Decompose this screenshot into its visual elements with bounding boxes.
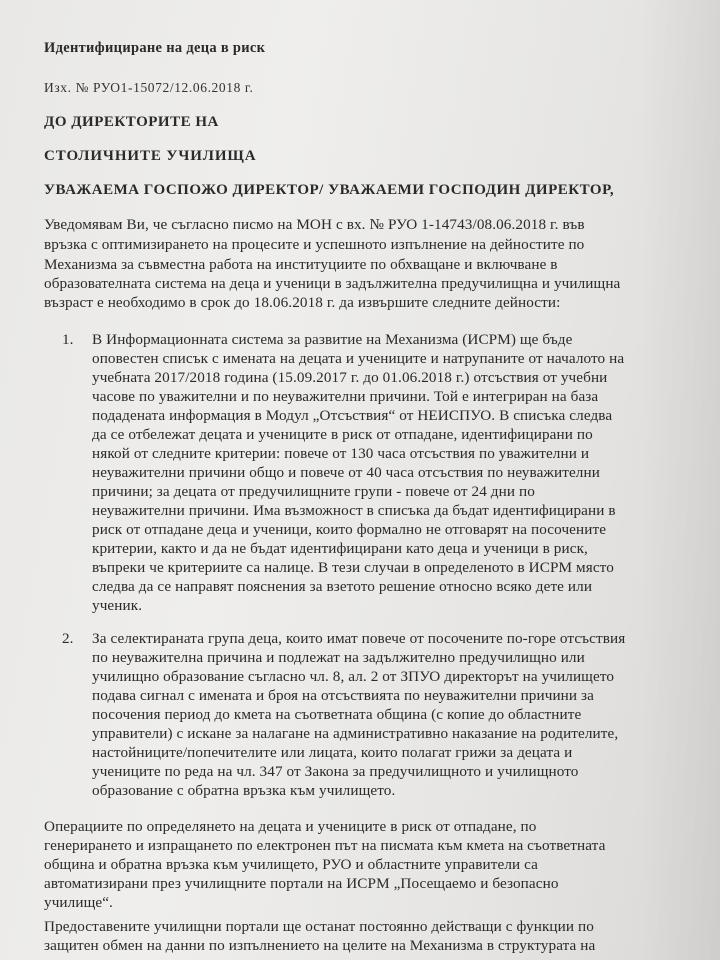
- list-number-1: 1.: [62, 331, 74, 348]
- item1-line: някой от следните критерии: повече от 130 часа отсъствия по уважителни и: [92, 445, 590, 462]
- para3-line: генерирането и изпращането по електронен път на писмата към кмета на съответната: [44, 837, 606, 854]
- salutation: УВАЖАЕМА ГОСПОЖО ДИРЕКТОР/ УВАЖАЕМИ ГОСПОДИН ДИРЕКТОР,: [44, 182, 615, 198]
- intro-line: Механизма за съвместна работа на институциите по обхващане и включване в: [44, 256, 558, 273]
- list-number-2: 2.: [62, 630, 74, 647]
- intro-line: връзка с оптимизирането на процесите и успешното изпълнение на дейностите по: [44, 236, 585, 253]
- addressee-line-1: ДО ДИРЕКТОРИТЕ НА: [44, 114, 219, 130]
- item2-line: образование с обратна връзка към училището.: [92, 782, 396, 799]
- item2-line: по неуважителна причина и подлежат на задължително предучилищно или: [92, 649, 585, 666]
- intro-line: Уведомявам Ви, че съгласно писмо на МОН с вх. № РУО 1-14743/08.06.2018 г. във: [44, 216, 585, 233]
- item1-line: следва да се направят пояснения за взетото решение относно всяко дете или: [92, 578, 593, 595]
- para3-line: училище“.: [44, 894, 113, 911]
- item2-line: управители) с искане за налагане на административно наказание на родителите,: [92, 725, 619, 742]
- item1-line: часове по уважителни и по неуважителни причини. Той е интегриран на база: [92, 388, 599, 405]
- item1-line: причини; за децата от предучилищните групи - повече от 24 дни по: [92, 483, 535, 500]
- item1-line: В Информационната система за развитие на Механизма (ИСРМ) ще бъде: [92, 331, 573, 348]
- item1-line: неуважителни причини. Има възможност в списъка да бъдат идентифицирани в: [92, 502, 616, 519]
- addressee-line-2: СТОЛИЧНИТЕ УЧИЛИЩА: [44, 148, 257, 164]
- para3-line: автоматизирани през училищните портали на ИСРМ „Посещаемо и безопасно: [44, 875, 559, 892]
- intro-line: възраст е необходимо в срок до 18.06.2018 г. да извършите следните дейности:: [44, 294, 561, 311]
- para4-line: Предоставените училищни портали ще останат постоянно действащи с функции по: [44, 918, 594, 935]
- document-title: Идентифициране на деца в риск: [44, 40, 266, 56]
- item1-line: въпреки че критериите са налице. В тези случаи в определеното в ИСРМ място: [92, 559, 614, 576]
- reference-number: Изх. № РУО1-15072/12.06.2018 г.: [44, 80, 254, 95]
- item2-line: посочения период до кмета на съответната община (с копие до областните: [92, 706, 582, 723]
- item1-line: учебната 2017/2018 година (15.09.2017 г. до 01.06.2018 г.) отсъствия от учебни: [92, 369, 608, 386]
- item2-line: подава сигнал с имената и броя на отсъствията по неуважителни причини за: [92, 687, 594, 704]
- item1-line: риск от отпадане деца и ученици, които формално не отговарят на посочените: [92, 521, 607, 538]
- item2-line: учениците по реда на чл. 347 от Закона за предучилищното и училищното: [92, 763, 579, 780]
- para3-line: община и обратна връзка към училището, РУО и областните управители са: [44, 856, 538, 873]
- item1-line: подадената информация в Модул „Отсъствия“ от НЕИСПУО. В списъка следва: [92, 407, 613, 424]
- para4-line: защитен обмен на данни по изпълнението на целите на Механизма в структурата на: [44, 937, 596, 954]
- item2-line: училищно образование съгласно чл. 8, ал. 2 от ЗПУО директорът на училището: [92, 668, 615, 685]
- item1-line: оповестен списък с имената на децата и учениците и натрупаните от началото на: [92, 350, 625, 367]
- item2-line: За селектираната група деца, които имат повече от посочените по-горе отсъствия: [92, 630, 626, 647]
- item1-line: да се отбележат децата и учениците в риск от отпадане, идентифицирани по: [92, 426, 593, 443]
- item1-line: ученик.: [92, 597, 143, 614]
- intro-line: образователната система на деца и ученици в задължителна предучилищна и училищна: [44, 275, 621, 292]
- item1-line: критерии, както и да не бъдат идентифицирани като деца и ученици в риск,: [92, 540, 588, 557]
- para3-line: Операциите по определянето на децата и учениците в риск от отпадане, по: [44, 818, 537, 835]
- page-shadow: [640, 0, 720, 960]
- item2-line: настойниците/попечителите или лицата, които полагат грижи за децата и: [92, 744, 573, 761]
- item1-line: неуважителни причини общо и повече от 40 часа отсъствия по неуважителни: [92, 464, 600, 481]
